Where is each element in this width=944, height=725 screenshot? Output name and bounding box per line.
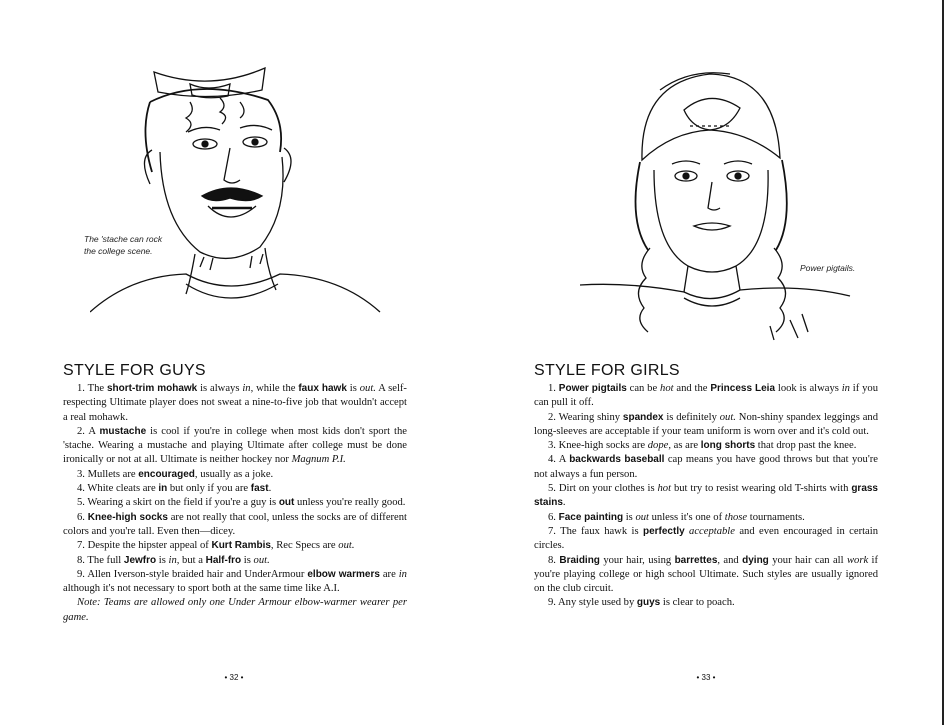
list-item: 5. Dirt on your clothes is hot but try to resist wearing old T-shirts with grass stains. xyxy=(534,483,878,509)
list-item: 5. Wearing a skirt on the field if you're a guy is out unless you're really good. xyxy=(77,497,406,509)
list-item: 3. Mullets are encouraged, usually as a joke. xyxy=(77,468,274,480)
page-number: • 32 • xyxy=(224,673,244,682)
list-item: 9. Allen Iverson-style braided hair and UnderArmour elbow warmers are in although it's not necessary to sport both at the same time like A.I. xyxy=(63,568,407,595)
list-item: 8. The full Jewfro is in, but a Half-fro is out. xyxy=(77,554,270,566)
list-item: 1. The short-trim mohawk is always in, while the faux hawk is out. A self-respecting Ultimate player does not sweat a nine-to-five job that wouldn't accept a real mohawk. xyxy=(63,383,407,423)
style-for-guys-heading: STYLE FOR GUYS xyxy=(63,362,206,379)
list-item: 7. Despite the hipster appeal of Kurt Rambis, Rec Specs are out. xyxy=(77,540,355,552)
list-item: 4. White cleats are in but only if you are fast. xyxy=(77,483,272,495)
right-page xyxy=(472,0,944,725)
guy-illustration-caption: The 'stache can rock the college scene. xyxy=(84,234,163,256)
mustache-guy-illustration xyxy=(90,62,390,342)
list-item: 3. Knee-high socks are dope, as are long shorts that drop past the knee. xyxy=(548,440,857,452)
note: Note: Teams are allowed only one Under Armour elbow-warmer wearer per game. xyxy=(63,597,407,623)
list-item: 2. A mustache is cool if you're in college when most kids don't sport the 'stache. Wearing a mustache and playing Ultimate after college must be done ironically or not at all. Ultimate is neither hockey nor Magnum P.I. xyxy=(63,425,407,466)
style-for-girls-heading: STYLE FOR GIRLS xyxy=(534,362,680,379)
page-number: • 33 • xyxy=(696,673,716,682)
list-item: 6. Face painting is out unless it's one of those tournaments. xyxy=(548,511,805,523)
list-item: 8. Braiding your hair, using barrettes, and dying your hair can all work if you're playing college or high school Ultimate. Such styles are usually ignored on the club circuit. xyxy=(534,554,879,595)
girls-style-list xyxy=(534,382,878,611)
list-item: 9. Any style used by guys is clear to poach. xyxy=(548,597,735,609)
list-item: 4. A backwards baseball cap means you have good throws but that you're not always a fun person. xyxy=(534,454,878,480)
list-item: 1. Power pigtails can be hot and the Princess Leia look is always in if you can pull it off. xyxy=(534,383,879,409)
pigtails-girl-illustration xyxy=(580,70,860,345)
guys-style-list xyxy=(63,382,407,625)
girl-illustration-caption: Power pigtails. xyxy=(800,263,856,273)
list-item: 2. Wearing shiny spandex is definitely out. Non-shiny spandex leggings and long-sleeves are acceptable if your team uniform is worn over and it's cold out. xyxy=(534,411,879,437)
list-item: 6. Knee-high socks are not really that cool, unless the socks are of different colors and you're tall. Even then—dicey. xyxy=(63,511,407,537)
list-item: 7. The faux hawk is perfectly acceptable and even encouraged in certain circles. xyxy=(534,525,878,552)
